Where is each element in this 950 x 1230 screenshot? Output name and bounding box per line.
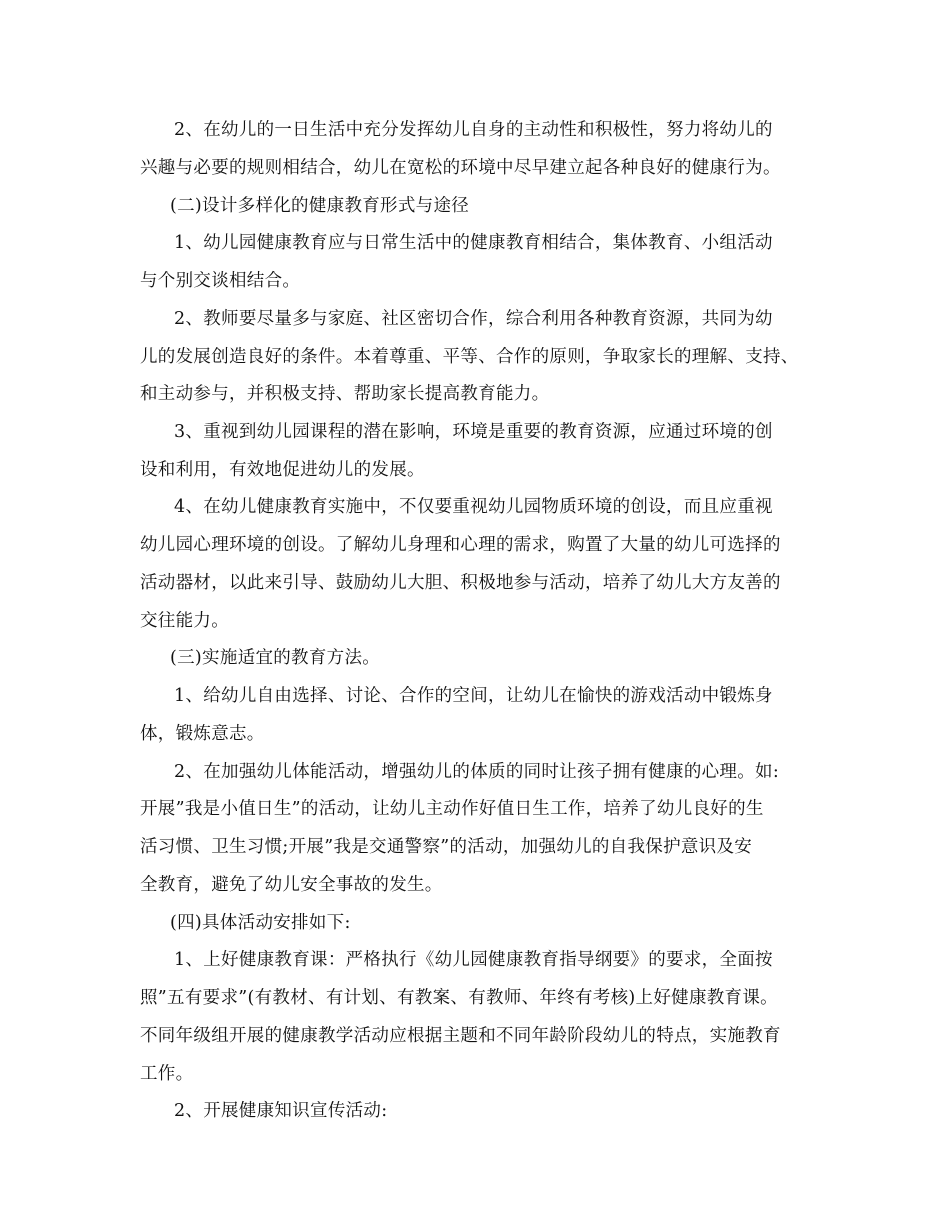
section-heading-2: (二)设计多样化的健康教育形式与途径 xyxy=(170,196,470,216)
text-line-19: 开展”我是小值日生”的活动，让幼儿主动作好值日生工作，培养了幼儿良好的生 xyxy=(140,799,764,819)
text-line-18: 2、在加强幼儿体能活动，增强幼儿的体质的同时让孩子拥有健康的心理。如: xyxy=(174,762,780,782)
text-line-12: 幼儿园心理环境的创设。了解幼儿身理和心理的需求，购置了大量的幼儿可选择的 xyxy=(140,535,781,555)
text-line-1: 2、在幼儿的一日生活中充分发挥幼儿自身的主动性和积极性，努力将幼儿的 xyxy=(174,120,773,140)
text-line-23: 1、上好健康教育课：严格执行《幼儿园健康教育指导纲要》的要求，全面按 xyxy=(174,950,773,970)
text-line-6: 2、教师要尽量多与家庭、社区密切合作，综合利用各种教育资源，共同为幼 xyxy=(174,309,773,329)
text-line-7: 儿的发展创造良好的条件。本着尊重、平等、合作的原则，争取家长的理解、支持、 xyxy=(140,347,799,367)
text-line-24: 照”五有要求”(有教材、有计划、有教案、有教师、年终有考核)上好健康教育课。 xyxy=(140,988,778,1008)
text-line-17: 体，锻炼意志。 xyxy=(140,724,265,744)
section-heading-4: (四)具体活动安排如下: xyxy=(170,913,351,933)
text-line-8: 和主动参与，并积极支持、帮助家长提高教育能力。 xyxy=(140,384,550,404)
text-line-26: 工作。 xyxy=(140,1064,194,1084)
text-line-16: 1、给幼儿自由选择、讨论、合作的空间，让幼儿在愉快的游戏活动中锻炼身 xyxy=(174,686,773,706)
text-line-9: 3、重视到幼儿园课程的潜在影响，环境是重要的教育资源，应通过环境的创 xyxy=(174,422,773,442)
text-line-27: 2、开展健康知识宣传活动: xyxy=(174,1101,388,1121)
text-line-10: 设和利用，有效地促进幼儿的发展。 xyxy=(140,460,425,480)
text-line-21: 全教育，避免了幼儿安全事故的发生。 xyxy=(140,875,443,895)
text-line-20: 活习惯、卫生习惯;开展”我是交通警察”的活动，加强幼儿的自我保护意识及安 xyxy=(140,837,753,857)
text-line-13: 活动器材，以此来引导、鼓励幼儿大胆、积极地参与活动，培养了幼儿大方友善的 xyxy=(140,573,781,593)
text-line-14: 交往能力。 xyxy=(140,611,229,631)
text-line-11: 4、在幼儿健康教育实施中，不仅要重视幼儿园物质环境的创设，而且应重视 xyxy=(174,497,773,517)
section-heading-3: (三)实施适宜的教育方法。 xyxy=(170,648,381,668)
text-line-2: 兴趣与必要的规则相结合，幼儿在宽松的环境中尽早建立起各种良好的健康行为。 xyxy=(140,158,781,178)
text-line-25: 不同年级组开展的健康教学活动应根据主题和不同年龄阶段幼儿的特点，实施教育 xyxy=(140,1026,781,1046)
text-line-5: 与个别交谈相结合。 xyxy=(140,271,301,291)
text-line-4: 1、幼儿园健康教育应与日常生活中的健康教育相结合，集体教育、小组活动 xyxy=(174,233,773,253)
